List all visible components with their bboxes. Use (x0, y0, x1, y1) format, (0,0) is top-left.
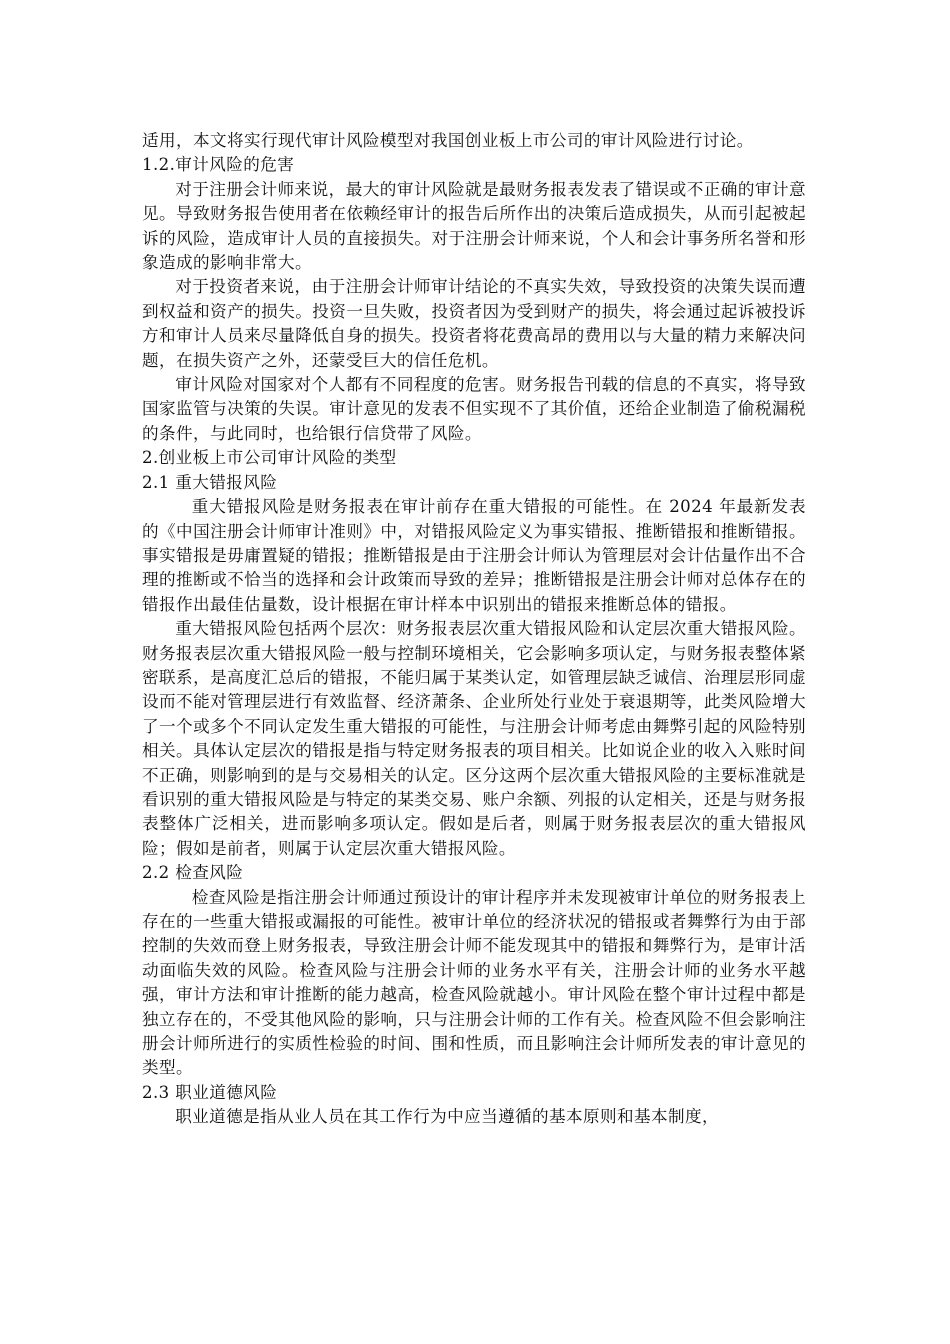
paragraph-detection-risk: 检查风险是指注册会计师通过预设计的审计程序并未发现被审计单位的财务报表上存在的一些重大错报或漏报的可能性。被审计单位的经济状况的错报或者舞弊行为由于部控制的失效而登上财务报表，导致注册会计师不能发现其中的错报和舞弊行为，是审计活动面临失效的风险。检查风险与注册会计师的业务水平有关，注册会计师的业务水平越强，审计方法和审计推断的能力越高，检查风险就越小。审计风险在整个审计过程中都是独立存在的，不受其他风险的影响，只与注册会计师的工作有关。检查风险不但会影响注册会计师所进行的实质性检验的时间、围和性质，而且影响注会计师所发表的审计意见的类型。 (142, 887, 806, 1078)
section-heading-2: 2.创业板上市公司审计风险的类型 (142, 448, 397, 468)
paragraph-ethics-risk: 职业道德是指从业人员在其工作行为中应当遵循的基本原则和基本制度， (175, 1107, 719, 1127)
paragraph-intro-continued: 适用，本文将实行现代审计风险模型对我国创业板上市公司的审计风险进行讨论。 (142, 131, 754, 150)
paragraph-investor-impact: 对于投资者来说，由于注册会计师审计结论的不真实失效，导致投资的决策失误而遭到权益和资产的损失。投资一旦失败，投资者因为受到财产的损失，将会通过起诉被投诉方和审计人员来尽量降低自身的损失。投资者将花费高昂的费用以与大量的精力来解决问题，在损失资产之外，还蒙受巨大的信任危机。 (142, 277, 806, 370)
paragraph-national-impact: 审计风险对国家对个人都有不同程度的危害。财务报告刊载的信息的不真实，将导致国家监管与决策的失误。审计意见的发表不但实现不了其价值，还给企业制造了偷税漏税的条件，与此同时，也给银行信贷带了风险。 (142, 375, 806, 443)
section-heading-2-2: 2.2 检查风险 (142, 863, 244, 883)
section-heading-2-3: 2.3 职业道德风险 (142, 1082, 278, 1102)
section-heading-1-2: 1.2.审计风险的危害 (142, 155, 295, 175)
paragraph-misstatement-levels: 重大错报风险包括两个层次：财务报表层次重大错报风险和认定层次重大错报风险。财务报表层次重大错报风险一般与控制环境相关，它会影响多项认定，与财务报表整体紧密联系，是高度汇总后的错报，不能归属于某类认定，如管理层缺乏诚信、治理层形同虚设而不能对管理层进行有效监督、经济萧条、企业所处行业处于衰退期等，此类风险增大了一个或多个不同认定发生重大错报的可能性，与注册会计师考虑由舞弊引起的风险特别相关。具体认定层次的错报是指与特定财务报表的项目相关。比如说企业的收入入账时间不正确，则影响到的是与交易相关的认定。区分这两个层次重大错报风险的主要标准就是看识别的重大错报风险是与特定的某类交易、账户余额、列报的认定相关，还是与财务报表整体广泛相关，进而影响多项认定。假如是后者，则属于财务报表层次的重大错报风险；假如是前者，则属于认定层次重大错报风险。 (142, 619, 806, 858)
section-heading-2-1: 2.1 重大错报风险 (142, 472, 278, 492)
paragraph-cpa-impact: 对于注册会计师来说，最大的审计风险就是最财务报表发表了错误或不正确的审计意见。导致财务报告使用者在依赖经审计的报告后所作出的决策后造成损失，从而引起被起诉的风险，造成审计人员的直接损失。对于注册会计师来说，个人和会计事务所名誉和形象造成的影响非常大。 (142, 179, 806, 273)
paragraph-material-misstatement-definition: 重大错报风险是财务报表在审计前存在重大错报的可能性。在 2024 年最新发表的《中国注册会计师审计准则》中，对错报风险定义为事实错报、推断错报和推断错报。事实错报是毋庸置疑的错报；推断错报是由于注册会计师认为管理层对会计估量作出不合理的推断或不恰当的选择和会计政策而导致的差异；推断错报是注册会计师对总体存在的错报作出最佳估量数，设计根据在审计样本中识别出的错报来推断总体的错报。 (142, 497, 806, 614)
document-body (142, 129, 806, 1130)
